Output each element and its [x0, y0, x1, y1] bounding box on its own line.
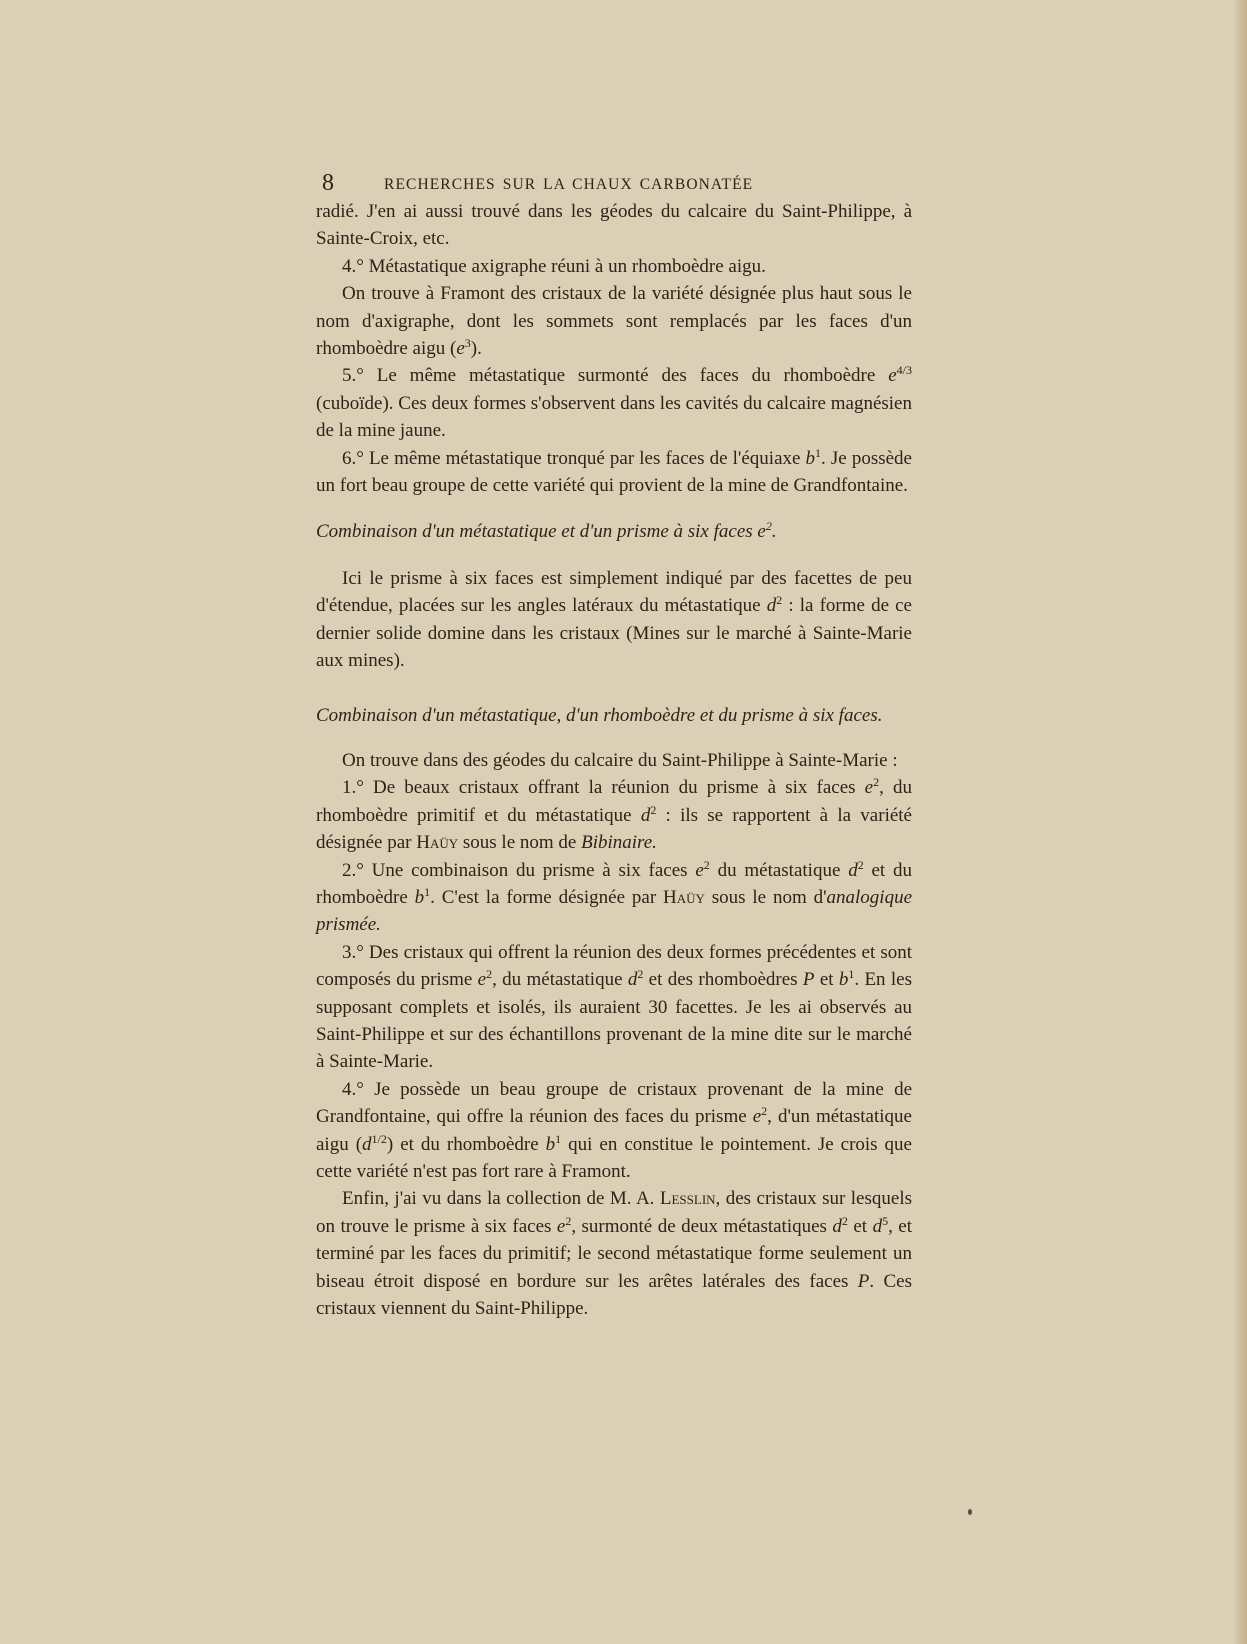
- section-title: Combinaison d'un métastatique et d'un prisme à six faces $e^2$.: [316, 519, 777, 543]
- section-title: Combinaison d'un métastatique, d'un rhomboèdre et du prisme à six faces.: [316, 704, 883, 726]
- page-number: 8: [322, 170, 334, 196]
- paragraph: 2.° Une combinaison du prisme à six faces $e^2$ du métastatique $d^2$ et du rhomboèdre $b^1$. C'est la forme désignée par Haüy sous le nom d'analogique prismée.: [316, 857, 913, 936]
- paragraph: 4.° Je possède un beau groupe de cristaux provenant de la mine de Grandfontaine, qui offre la réunion des faces du prisme $e^2$, d'un métastatique aigu $(d^{1/2})$ et du rhomboèdre $b^1$ qui en constitue le pointement. Je crois que cette variété n'est pas fort rare à Framont.: [316, 1078, 912, 1182]
- running-head: RECHERCHES SUR LA CHAUX CARBONATÉE: [384, 176, 754, 193]
- page-body: [316, 198, 912, 1322]
- paragraph: 4.° Métastatique axigraphe réuni à un rhomboèdre aigu.: [342, 255, 766, 277]
- page-edge-shadow: [1233, 0, 1247, 1644]
- ink-speck: [968, 1509, 972, 1515]
- paragraph: Enfin, j'ai vu dans la collection de M. A. Lesslin, des cristaux sur lesquels on trouve le prisme à six faces $e^2$, surmonté de deux métastatiques $d^2$ et $d^5$, et terminé par les faces du primitif; le second métastatique forme seulement un biseau étroit disposé en bordure sur les arêtes latérales des faces P. Ces cristaux viennent du Saint-Philippe.: [316, 1188, 913, 1320]
- paragraph: 6.° Le même métastatique tronqué par les faces de l'équiaxe $b^1$. Je possède un fort beau groupe de cette variété qui provient de la mine de Grandfontaine.: [316, 445, 912, 497]
- paragraph: On trouve à Framont des cristaux de la variété désignée plus haut sous le nom d'axigraphe, dont les sommets sont remplacés par les faces d'un rhomboèdre aigu $(e^3)$.: [316, 283, 912, 360]
- paragraph: 5.° Le même métastatique surmonté des faces du rhomboèdre $e^{4/3}$ (cuboïde). Ces deux formes s'observent dans les cavités du calcaire magnésien de la mine jaune.: [316, 363, 912, 442]
- paragraph: On trouve dans des géodes du calcaire du Saint-Philippe à Sainte-Marie :: [342, 749, 898, 771]
- page-header: [322, 170, 922, 196]
- paragraph: 3.° Des cristaux qui offrent la réunion des deux formes précédentes et sont composés du prisme $e^2$, du métastatique $d^2$ et des rhomboèdres P et $b^1$. En les supposant complets et isolés, ils auraient 30 facettes. Je les ai observés au Saint-Philippe et sur des échantillons provenant de la mine dite sur le marché à Sainte-Marie.: [316, 941, 912, 1073]
- paragraph: 1.° De beaux cristaux offrant la réunion du prisme à six faces $e^2$, du rhomboèdre primitif et du métastatique $d^2$ : ils se rapportent à la variété désignée par Haüy sous le nom de Bibinaire.: [316, 775, 913, 854]
- paragraph: radié. J'en ai aussi trouvé dans les géodes du calcaire du Saint-Philippe, à Sainte-Croix, etc.: [316, 201, 912, 250]
- paragraph: Ici le prisme à six faces est simplement indiqué par des facettes de peu d'étendue, placées sur les angles latéraux du métastatique $d^2$ : la forme de ce dernier solide domine dans les cristaux (Mines sur le marché à Sainte-Marie aux mines).: [316, 567, 912, 672]
